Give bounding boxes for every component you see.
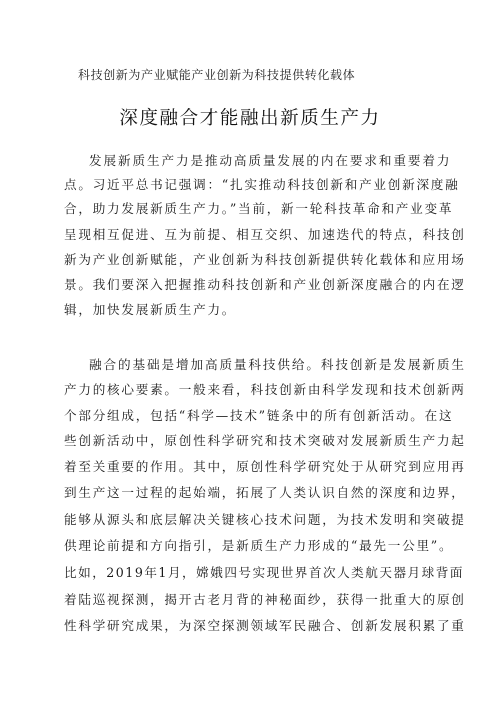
body-line: 供理论前提和方向指引，是新质生产力形成的“最先一公里”。 — [64, 538, 454, 553]
body-line: 新为产业创新赋能，产业创新为科技创新提供转化载体和应用场 — [64, 252, 466, 267]
body-line: 着陆巡视探测，揭开古老月背的神秘面纱，获得一批重大的原创 — [64, 592, 466, 607]
body-line: 呈现相互促进、互为前提、相互交织、加速迭代的特点，科技创 — [64, 227, 466, 242]
body-line: 产力的核心要素。一般来看，科技创新由科学发现和技术创新两 — [64, 382, 466, 397]
body-line: 点。习近平总书记强调：“扎实推动科技创新和产业创新深度融 — [64, 177, 460, 192]
article-title: 深度融合才能融出新质生产力 — [119, 108, 381, 129]
body-line: 景。我们要深入把握推动科技创新和产业创新深度融合的内在逻 — [64, 277, 466, 292]
body-line: 个部分组成，包括“科学—技术”链条中的所有创新活动。在这 — [64, 408, 454, 423]
body-line: 到生产这一过程的起始端，拓展了人类认识自然的深度和边界， — [64, 485, 466, 500]
body-line: 能够从源头和底层解决关键核心技术问题，为技术发明和突破提 — [64, 512, 466, 527]
body-line: 着至关重要的作用。其中，原创性科学研究处于从研究到应用再 — [64, 459, 466, 474]
body-line: 辑，加快发展新质生产力。 — [64, 302, 237, 317]
kicker-headline: 科技创新为产业赋能产业创新为科技提供转化载体 — [78, 68, 356, 82]
body-line: 比如，2019年1月，嫦娥四号实现世界首次人类航天器月球背面 — [64, 565, 464, 580]
body-line: 些创新活动中，原创性科学研究和技术突破对发展新质生产力起 — [64, 433, 466, 448]
body-line: 性科学研究成果，为深空探测领域军民融合、创新发展积累了重 — [64, 618, 466, 633]
body-line: 发展新质生产力是推动高质量发展的内在要求和重要着力 — [89, 153, 452, 168]
body-line: 融合的基础是增加高质量科技供给。科技创新是发展新质生 — [89, 357, 466, 372]
body-line: 合，助力发展新质生产力。”当前，新一轮科技革命和产业变革 — [64, 201, 454, 216]
